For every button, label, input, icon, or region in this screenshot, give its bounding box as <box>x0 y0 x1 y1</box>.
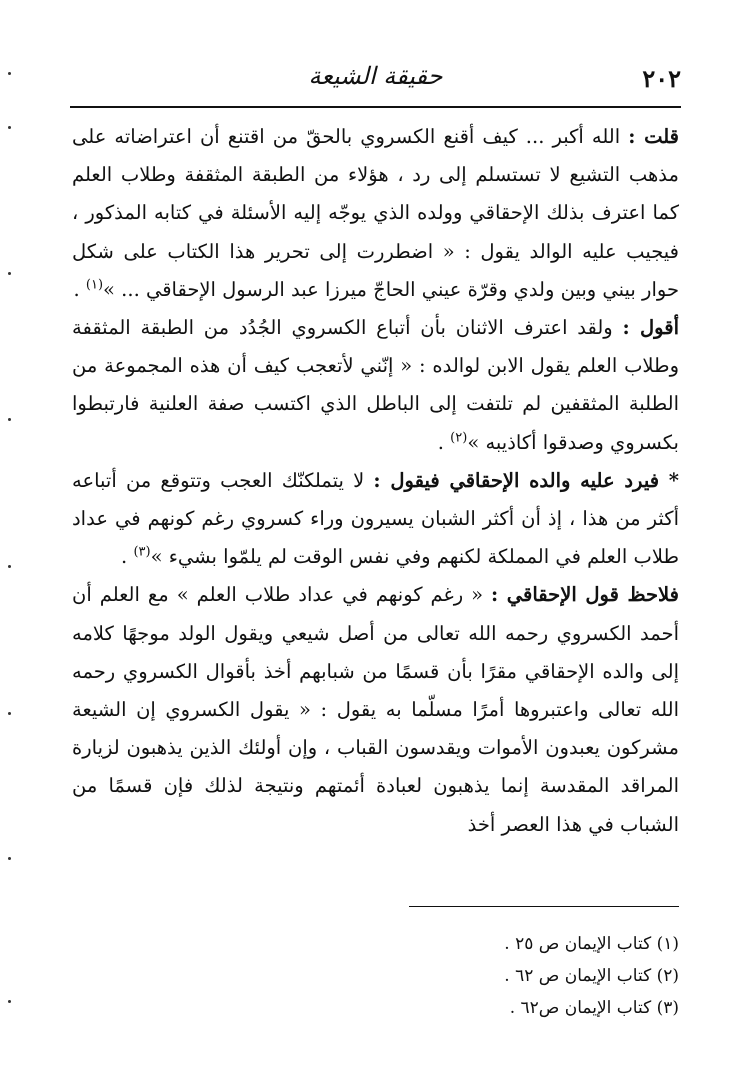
scan-speck <box>8 418 11 421</box>
scan-speck <box>8 712 11 715</box>
paragraph-text: « رغم كونهم في عداد طلاب العلم » مع العلم أن أحمد الكسروي رحمه الله تعالى من أصل شيعي ويقول الولد موجهًا كلامه إلى والده الإحقاقي مقرًا بأن قسمًا من شبابهم أخذ بأقوال الكسروي رحمه الله تعالى واعتبروها أمرًا مسلّما به يقول : « يقول الكسروي إن الشيعة مشركون يعبدون الأموات ويقدسون القباب ، وإن أولئك الذين يذهبون لزيارة المراقد المقدسة إنما يذهبون لعبادة أئمتهم ونتيجة لذلك فإن قسمًا من الشباب في هذا العصر أخذ <box>72 583 679 836</box>
paragraph <box>72 118 679 309</box>
footnote-ref: (١) <box>85 277 104 293</box>
paragraph-text: الله أكبر ... كيف أقنع الكسروي بالحقّ من اقتنع أن اعتراضاته على مذهب التشيع لا تستسلم إلى رد ، هؤلاء من الطبقة المثقفة وطلاب العلم كما اعترف بذلك الإحقاقي وولده الذي يوجّه إليه الأسئلة في كتابه المذكور ، فيجيب عليه الوالد يقول : « اضطررت إلى تحرير هذا الكتاب على شكل حوار بيني وبين ولدي وقرّة عيني الحاجّ ميرزا عبد الرسول الإحقاقي ... » <box>72 125 679 301</box>
footnote-item: (٢) كتاب الإيمان ص ٦٢ . <box>504 966 679 986</box>
footnote-ref: (٣) <box>133 544 151 560</box>
footnote-item: (١) كتاب الإيمان ص ٢٥ . <box>504 934 679 954</box>
footnote-ref: (٢) <box>450 430 468 446</box>
paragraph-lead: * فيرد عليه والده الإحقاقي فيقول : <box>373 468 679 492</box>
running-title: حقيقة الشيعة <box>308 62 443 90</box>
scan-speck <box>8 1000 11 1003</box>
footnotes <box>200 928 679 1024</box>
scan-speck <box>8 565 11 568</box>
paragraph-tail: . <box>121 545 134 569</box>
scan-speck <box>8 857 11 860</box>
scan-speck <box>8 272 11 275</box>
main-text <box>72 118 679 844</box>
paragraph-lead: قلت : <box>628 125 679 148</box>
paragraph-text: ولقد اعترف الاثنان بأن أتباع الكسروي الجُدُد من الطبقة المثقفة وطلاب العلم يقول الابن لوالده : « إنّني لأتعجب كيف أن هذه المجموعة من الطلبة المثقفين لم تلتفت إلى الباطل الذي اكتسب صفة العلنية فارتبطوا بكسروي وصدقوا أكاذيبه » <box>72 316 679 454</box>
paragraph <box>72 576 679 843</box>
paragraph <box>72 462 679 577</box>
page-number: ٢٠٢ <box>642 64 681 93</box>
paragraph-tail: . <box>437 430 451 454</box>
footnote-divider <box>409 906 679 907</box>
footnote-item: (٣) كتاب الإيمان ص٦٢ . <box>509 998 679 1018</box>
paragraph <box>72 309 679 462</box>
scan-speck <box>8 126 11 129</box>
paragraph-tail: . <box>73 277 86 301</box>
scan-speck <box>8 72 11 75</box>
page-header <box>70 58 681 108</box>
paragraph-lead: أقول : <box>622 316 679 340</box>
paragraph-lead: فلاحظ قول الإحقاقي : <box>491 583 679 607</box>
paragraph-text: لا يتملكنّك العجب وتتوقع من أتباعه أكثر من هذا ، إذ أن أكثر الشبان يسيرون وراء كسروي رغم كونهم في عداد طلاب العلم في المملكة لكنهم وفي نفس الوقت لم يلمّوا بشيء » <box>72 468 680 569</box>
